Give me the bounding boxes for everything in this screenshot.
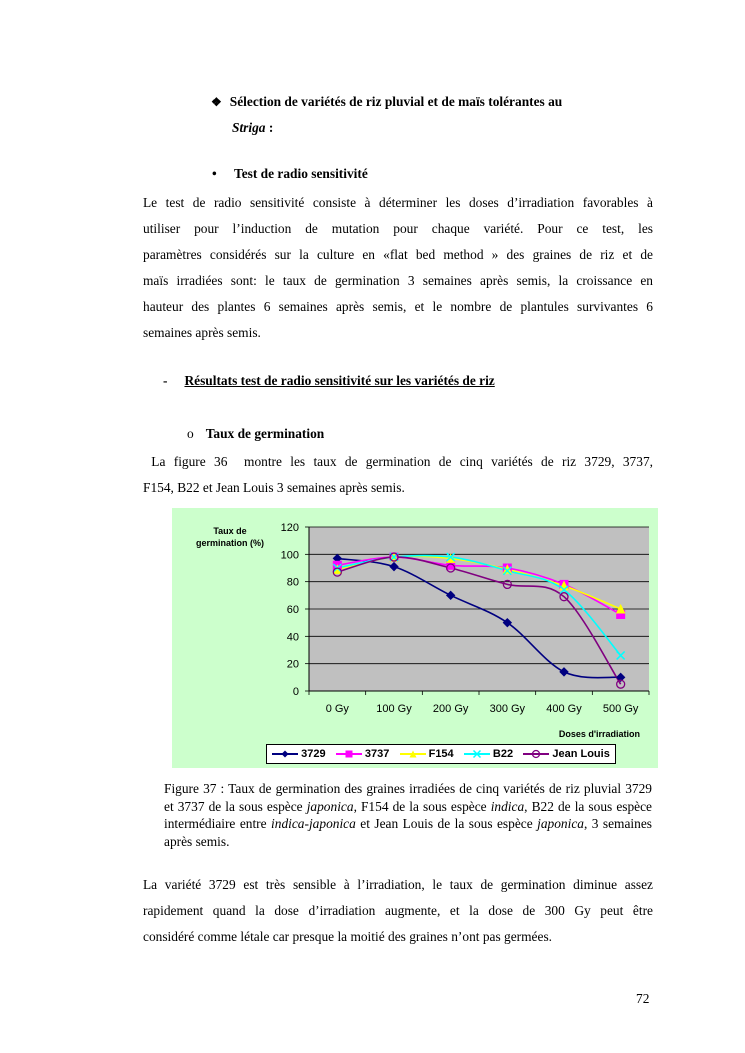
conclusion-line: rapidement quand la dose d’irradiation augmente, et la dose de 300 Gy peut être <box>143 903 653 918</box>
legend-item <box>336 748 389 760</box>
x-tick-label: 200 Gy <box>432 703 469 715</box>
legend-swatch-icon <box>400 749 426 759</box>
x-tick-label: 100 Gy <box>376 703 412 715</box>
x-tick-label: 0 Gy <box>325 703 349 715</box>
chart-svg <box>172 508 658 744</box>
figure-intro <box>143 449 653 501</box>
germination-chart <box>172 508 658 768</box>
conclusion-line: considéré comme létale car presque la moitié des graines n’ont pas germées. <box>143 929 552 944</box>
caption-italic: indica <box>490 798 525 814</box>
y-tick-label: 80 <box>286 576 299 589</box>
intro-line: hauteur des plantes 6 semaines après semis, et le nombre de plantules survivantes 6 <box>143 299 653 314</box>
chart-ylabel-line1: Taux de <box>213 526 247 536</box>
caption-text: , B22 de la sous espèce intermédiaire entre <box>164 798 653 831</box>
conclusion-line: La variété 3729 est très sensible à l’irradiation, le taux de germination diminue assez <box>143 877 653 892</box>
x-tick-label: 300 Gy <box>489 703 526 715</box>
y-tick-label: 100 <box>280 549 299 562</box>
conclusion-paragraph <box>143 872 653 950</box>
intro-line: Le test de radio sensitivité consiste à déterminer les doses d’irradiation favorables à <box>143 195 653 210</box>
legend-item <box>272 748 325 760</box>
x-tick-label: 500 Gy <box>602 703 639 715</box>
heading-selection-italic: Striga <box>232 120 266 135</box>
circle-bullet-icon: o <box>187 426 194 441</box>
heading-selection-text: Sélection de variétés de riz pluvial et de maïs tolérantes au <box>229 94 563 109</box>
intro-line: semaines après semis. <box>143 325 261 340</box>
legend-label: 3729 <box>301 748 326 760</box>
figure-intro-line: F154, B22 et Jean Louis 3 semaines après semis. <box>143 480 405 495</box>
diamond-bullet-icon: ❖ <box>211 95 222 109</box>
legend-label: 3737 <box>364 748 390 760</box>
section-heading <box>163 373 495 389</box>
legend-label: Jean Louis <box>552 748 610 760</box>
y-tick-label: 40 <box>286 631 299 644</box>
legend-item <box>523 748 609 760</box>
heading-selection-line1 <box>211 89 562 115</box>
y-tick-label: 0 <box>292 686 299 698</box>
page-number: 72 <box>636 991 650 1006</box>
intro-line: utiliser pour l’induction de mutation pour chaque variété. Pour ce test, les <box>143 221 653 236</box>
legend-swatch-icon <box>523 749 549 759</box>
legend-label: B22 <box>492 748 514 760</box>
y-tick-label: 120 <box>280 522 299 534</box>
heading-test <box>212 166 368 182</box>
x-tick-label: 400 Gy <box>546 703 582 715</box>
heading-selection <box>211 89 653 141</box>
caption-italic: japonica <box>306 798 354 814</box>
heading-selection-suffix: : <box>265 120 274 135</box>
legend-swatch-icon <box>464 749 490 759</box>
legend-item <box>400 748 454 760</box>
caption-italic: japonica <box>537 816 584 831</box>
heading-test-text: Test de radio sensitivité <box>234 166 368 181</box>
figure-intro-line: La figure 36 montre les taux de germination de cinq variétés de riz 3729, 3737, <box>143 454 653 469</box>
legend-item <box>464 748 513 760</box>
caption-text: et Jean Louis de la sous espèce <box>355 816 538 831</box>
legend-swatch-icon <box>336 749 362 759</box>
caption-italic: indica-japonica <box>271 816 356 831</box>
legend-swatch-icon <box>272 749 298 759</box>
legend-label: F154 <box>428 748 454 760</box>
chart-legend <box>266 744 616 764</box>
intro-paragraph <box>143 190 653 346</box>
bullet-icon: • <box>212 166 217 181</box>
intro-line: paramètres considérés sur la culture en «flat bed method » des graines de riz et de <box>143 247 653 262</box>
section-dash: - <box>163 373 168 388</box>
chart-ylabel-line2: germination (%) <box>195 538 265 548</box>
chart-xlabel: Doses d'irradiation <box>558 729 640 739</box>
figure-caption <box>164 780 652 850</box>
section-title: Résultats test de radio sensitivité sur les variétés de riz <box>184 373 495 388</box>
caption-text: , 3 semaines après semis. <box>164 816 652 849</box>
y-tick-label: 20 <box>286 658 299 671</box>
caption-text: , F154 de la sous espèce <box>353 798 491 814</box>
sub-title: Taux de germination <box>205 426 325 441</box>
y-tick-label: 60 <box>286 604 299 616</box>
caption-text: Figure 37 : Taux de germination des graines irradiées de cinq variétés de riz pluvial 3729 et 3737 de la sous espèce <box>164 781 652 814</box>
sub-heading <box>187 426 324 442</box>
intro-line: maïs irradiées sont: le taux de germination 3 semaines après semis, la croissance en <box>143 273 653 288</box>
